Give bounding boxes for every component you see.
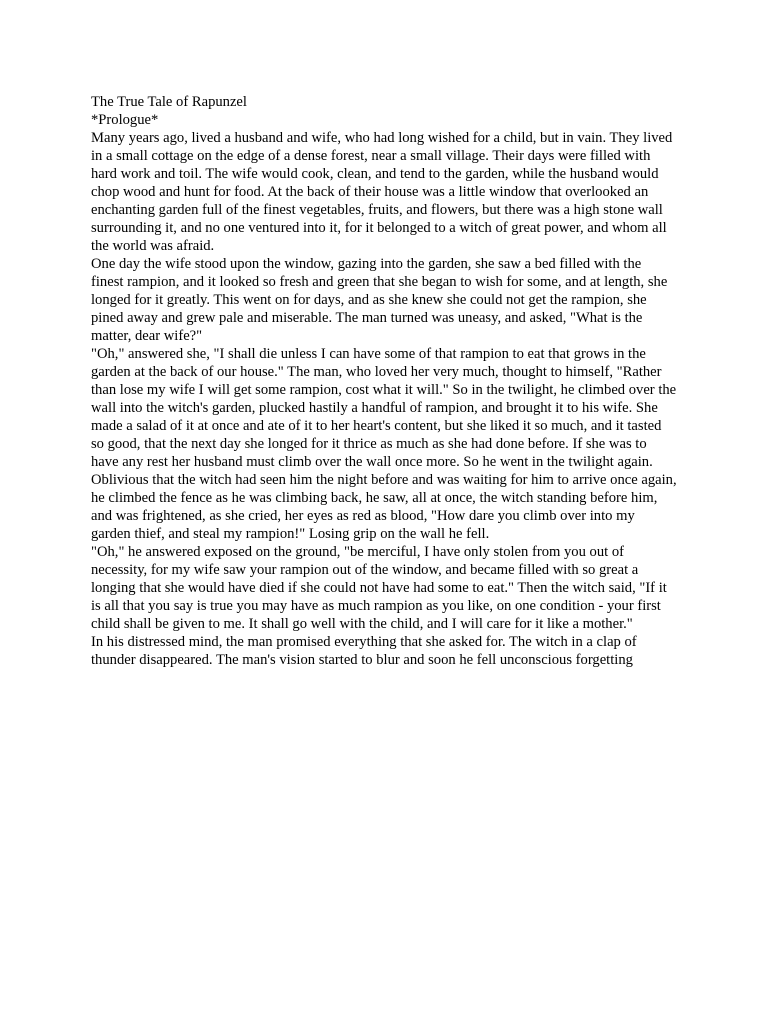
document-body [91,93,677,669]
paragraph-3: "Oh," answered she, "I shall die unless I can have some of that rampion to eat that grows in the garden at the back of our house." The man, who loved her very much, thought to himself, "Rather than lose my wife I will get some rampion, cost what it will." So in the twilight, he climbed over the wall into the witch's garden, plucked hastily a handful of rampion, and brought it to his wife. She made a salad of it at once and ate of it to her heart's content, but she liked it so much, and it tasted so good, that the next day she longed for it thrice as much as she had done before. If she was to have any rest her husband must climb over the wall once more. So he went in the twilight again. Oblivious that the witch had seen him the night before and was waiting for him to arrive once again, he climbed the fence as he was climbing back, he saw, all at once, the witch standing before him, and was frightened, as she cried, her eyes as red as blood, "How dare you climb over into my garden thief, and steal my rampion!" Losing grip on the wall he fell. [91,346,677,542]
paragraph-4: "Oh," he answered exposed on the ground, "be merciful, I have only stolen from you out of necessity, for my wife saw your rampion out of the window, and became filled with so great a longing that she would have died if she could not have had some to eat." Then the witch said, "If it is all that you say is true you may have as much rampion as you like, on one condition - your first child shall be given to me. It shall go well with the child, and I will care for it like a mother." [91,544,667,632]
paragraph-2: One day the wife stood upon the window, gazing into the garden, she saw a bed filled with the finest rampion, and it looked so fresh and green that she began to wish for some, and at length, she longed for it greatly. This went on for days, and as she knew she could not get the rampion, she pined away and grew pale and miserable. The man turned was uneasy, and asked, "What is the matter, dear wife?" [91,256,668,344]
paragraph-5: In his distressed mind, the man promised everything that she asked for. The witch in a clap of thunder disappeared. The man's vision started to blur and soon he fell unconscious forgetting [91,634,637,668]
document-title: The True Tale of Rapunzel [91,94,247,110]
paragraph-1: Many years ago, lived a husband and wife, who had long wished for a child, but in vain. They lived in a small cottage on the edge of a dense forest, near a small village. Their days were filled with hard work and toil. The wife would cook, clean, and tend to the garden, while the husband would chop wood and hunt for food. At the back of their house was a little window that overlooked an enchanting garden full of the finest vegetables, fruits, and flowers, but there was a high stone wall surrounding it, and no one ventured into it, for it belonged to a witch of great power, and whom all the world was afraid. [91,130,673,254]
section-heading: *Prologue* [91,112,159,128]
